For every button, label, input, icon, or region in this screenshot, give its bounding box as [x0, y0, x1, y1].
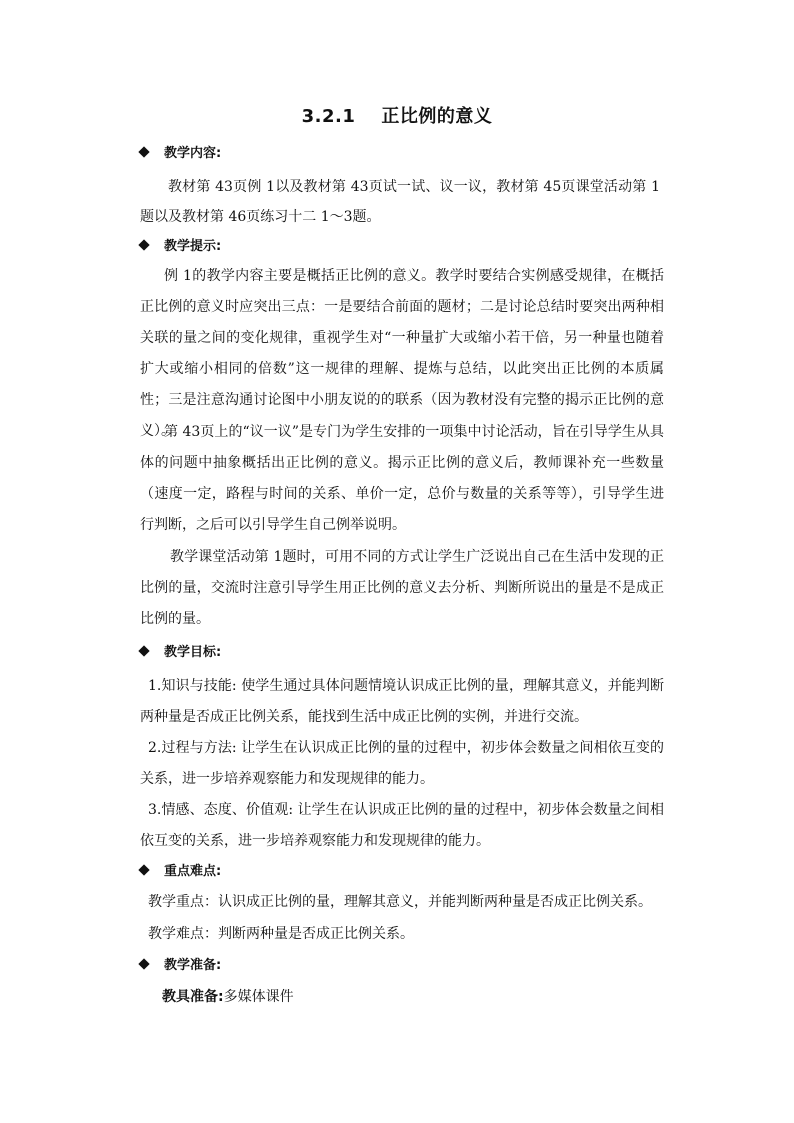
- diamond-bullet-icon: [138, 958, 149, 969]
- heading-teaching-preparation: [140, 957, 221, 975]
- preparation-label: 教具准备:: [162, 989, 224, 1005]
- goal-emotion-attitude: 3.情感、态度、价值观: 让学生在认识成正比例的量的过程中，初步体会数量之间相依互变的关系，进一步培养观察能力和发现规律的能力。: [140, 802, 664, 849]
- key-point-line: 教学重点：认识成正比例的量，理解其意义，并能判断两种量是否成正比例关系。: [148, 894, 652, 910]
- heading-text: 教学准备:: [164, 958, 222, 973]
- heading-text: 教学目标:: [164, 645, 222, 660]
- goal-process-method: 2.过程与方法: 让学生在认识成正比例的量的过程中，初步体会数量之间相依互变的关系，进一步培养观察能力和发现规律的能力。: [140, 740, 664, 787]
- heading-text: 教学提示:: [164, 239, 222, 254]
- heading-key-points: [140, 863, 221, 881]
- preparation-value: 多媒体课件: [223, 989, 294, 1005]
- diamond-bullet-icon: [138, 146, 149, 157]
- page-title: [0, 105, 794, 129]
- hints-paragraph-2: 第 43页上的“议一议”是专门为学生安排的一项集中讨论活动，旨在引导学生从具体的问题中抽象概括出正比例的意义。揭示正比例的意义后，教师课补充一些数量（速度一定，路程与时间的关系、单价一定，总价与数量的关系等等），引导学生进行判断，之后可以引导学生自己例举说明。: [140, 424, 664, 533]
- diamond-bullet-icon: [138, 645, 149, 656]
- section-number: 3.2.1: [301, 106, 356, 127]
- content-paragraph: 教材第 43页例 1以及教材第 43页试一试、议一议，教材第 45页课堂活动第 1题以及教材第 46页练习十二 1～3题。: [140, 179, 660, 225]
- hints-paragraph-1: 例 1的教学内容主要是概括正比例的意义。教学时要结合实例感受规律，在概括正比例的意义时应突出三点：一是要结合前面的题材；二是讨论总结时要突出两种相关联的量之间的变化规律，重视学生对“一种量扩大或缩小若干倍，另一种量也随着扩大或缩小相同的倍数”这一规律的理解、提炼与总结，以此突出正比例的本质属性；三是注意沟通讨论图中小朋友说的的联系（因为教材没有完整的揭示正比例的意义）。: [140, 268, 664, 439]
- diamond-bullet-icon: [138, 864, 149, 875]
- heading-teaching-content: [140, 145, 221, 163]
- heading-teaching-hints: [140, 238, 221, 256]
- goal-knowledge-skills: 1.知识与技能: 使学生通过具体问题情境认识成正比例的量，理解其意义，并能判断两种量是否成正比例关系，能找到生活中成正比例的实例，并进行交流。: [140, 678, 664, 725]
- diamond-bullet-icon: [138, 239, 149, 250]
- difficult-point-line: 教学难点：判断两种量是否成正比例关系。: [148, 926, 414, 942]
- heading-text: 教学内容:: [164, 146, 222, 161]
- heading-text: 重点难点:: [164, 864, 222, 879]
- title-text: 正比例的意义: [381, 106, 493, 127]
- heading-teaching-goals: [140, 644, 221, 662]
- hints-paragraph-3: 教学课堂活动第 1题时，可用不同的方式让学生广泛说出自己在生活中发现的正比例的量，交流时注意引导学生用正比例的意义去分析、判断所说出的量是不是成正比例的量。: [140, 549, 664, 627]
- preparation-line: [162, 987, 294, 1007]
